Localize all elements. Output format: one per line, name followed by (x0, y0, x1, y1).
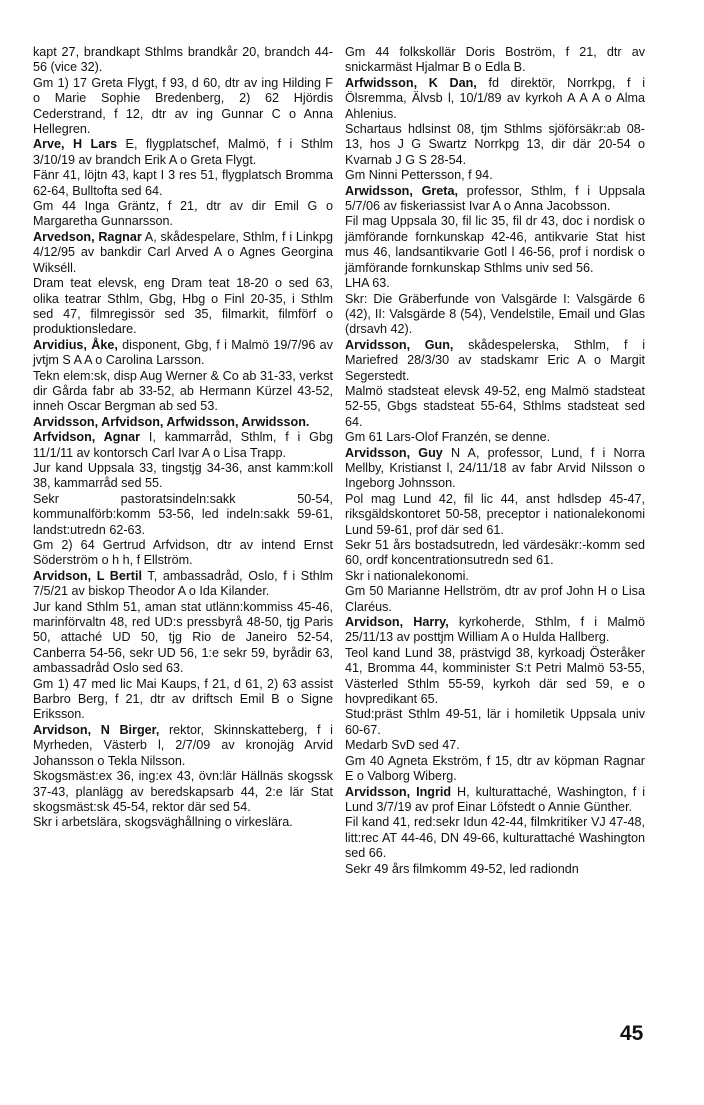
entry-paragraph (345, 168, 645, 183)
entry-paragraph (33, 338, 333, 369)
page-number: 45 (620, 1022, 644, 1045)
entry-text: Pol mag Lund 42, fil lic 44, anst hdlsdep 45-47, riksgäldskontoret 50-58, preceptor i nationalekonomi Lund 59-61, prof där sed 61. (345, 491, 645, 537)
entry-paragraph (345, 785, 645, 816)
entry-paragraph (33, 769, 333, 815)
entry-paragraph (345, 815, 645, 861)
entry-paragraph (33, 276, 333, 338)
entry-text: Teol kand Lund 38, prästvigd 38, kyrkoadj Österåker 41, Bromma 44, komminister S:t Petri Malmö 53-55, Västerled Sthlm 55-59, kyrkoh där sed 59, e o hovpredikant 65. (345, 645, 645, 707)
entry-text: Skr i arbetslära, skogsväghållning o virkeslära. (33, 815, 293, 830)
left-column (33, 45, 333, 831)
entry-paragraph (345, 584, 645, 615)
entry-paragraph (33, 677, 333, 723)
entry-paragraph (345, 276, 645, 291)
entry-head: Arvidsson, Guy (345, 445, 443, 460)
entry-text: kapt 27, brandkapt Sthlms brandkår 20, brandch 44-56 (vice 32). (33, 45, 333, 75)
entry-text: Gm 1) 17 Greta Flygt, f 93, d 60, dtr av ing Hilding F o Marie Sophie Bredenberg, 2) 62 Hjördis Cederstrand, f 12, dtr av ing Gunnar C o Anna Hellegren. (33, 75, 333, 137)
entry-paragraph (33, 230, 333, 276)
entry-paragraph (33, 600, 333, 677)
entry-paragraph (345, 384, 645, 430)
entry-text: N A, professor, Lund, f i Norra Mellby, Kristianst l, 24/11/18 av fabr Arvid Nilsson o Ingeborg Johnsson. (345, 445, 645, 491)
entry-head: Arvidson, N Birger, (33, 722, 160, 737)
entry-paragraph (345, 569, 645, 584)
entry-paragraph (345, 707, 645, 738)
entry-text: skådespelerska, Sthlm, f i Mariefred 28/3/30 av stadskamr Eric A o Margit Segerstedt. (345, 337, 645, 383)
entry-paragraph (345, 430, 645, 445)
entry-text: fd direktör, Norrkpg, f i Ölsremma, Älvsb l, 10/1/89 av kyrkoh A A A o Alma Ahlenius. (345, 75, 646, 121)
entry-text: Schartaus hdlsinst 08, tjm Sthlms sjöförsäkr:ab 08-13, hos J G Swartz Norrkpg 13, dir där 20-54 o Kvarnab J G S 28-54. (345, 122, 645, 167)
entry-text: Dram teat elevsk, eng Dram teat 18-20 o sed 63, olika teatrar Sthlm, Gbg, Hbg o Finl 20-35, i Sthlm sed 47, filmregissör sed 35, filmarkit, filmförf o produktionsledare. (33, 276, 333, 337)
entry-head: Arfwidsson, K Dan, (345, 75, 477, 90)
entry-text: Gm Ninni Pettersson, f 94. (345, 168, 493, 183)
entry-text: kyrkoherde, Sthlm, f i Malmö 25/11/13 av posttjm William A o Hulda Hallberg. (345, 615, 645, 645)
entry-head: Arvidson, L Bertil (33, 568, 142, 583)
entry-text: T, ambassadråd, Oslo, f i Sthlm 7/5/21 av biskop Theodor A o Ida Kilander. (33, 568, 333, 599)
entry-text: LHA 63. (345, 276, 390, 291)
entry-text: Gm 44 folkskollär Doris Boström, f 21, dtr av snickarmäst Hjalmar B o Edla B. (345, 45, 645, 75)
entry-paragraph (33, 492, 333, 538)
entry-text: Gm 61 Lars-Olof Franzén, se denne. (345, 430, 551, 445)
entry-text: E, flygplatschef, Malmö, f i Sthlm 3/10/19 av brandch Erik A o Greta Flygt. (33, 137, 333, 167)
entry-text: disponent, Gbg, f i Malmö 19/7/96 av jvtjm S A A o Carolina Larsson. (33, 337, 333, 368)
entry-paragraph (345, 446, 645, 492)
entry-text: Sekr 51 års bostadsutredn, led värdesäkr:-komm sed 60, ordf koncentrationsutredn sed 61. (345, 538, 645, 568)
entry-text: Fil mag Uppsala 30, fil lic 35, fil dr 43, doc i nordisk o jämförande fornkunskap 42-46, antikvarie Stat hist mus 46, landsantikvarie Gotl l 46-56, prof i nordisk o jämförande fornkunskap Sthlms univ sed 56. (345, 214, 645, 275)
entry-text: Skr i nationalekonomi. (345, 568, 469, 583)
entry-text: professor, Sthlm, f i Uppsala 5/7/06 av fiskeriassist Ivar A o Anna Jacobsson. (345, 183, 645, 214)
entry-paragraph (345, 292, 645, 338)
entry-paragraph (345, 76, 645, 122)
entry-text: Sekr pastoratsindeln:sakk 50-54, kommunalförb:komm 53-56, led indeln:sakk 59-61, landst:utredn 62-63. (33, 491, 333, 537)
entry-head: Arvidsson, Ingrid (345, 784, 452, 799)
entry-paragraph (345, 122, 645, 168)
entry-paragraph (345, 646, 645, 708)
entry-head: Arwidsson, Greta, (345, 183, 458, 198)
entry-paragraph (33, 538, 333, 569)
entry-paragraph (345, 214, 645, 276)
entry-text: Malmö stadsteat elevsk 49-52, eng Malmö stadsteat 52-55, Gbgs stadsteat 55-64, Sthlms stadsteat sed 64. (345, 383, 645, 429)
entry-paragraph (33, 199, 333, 230)
entry-text: Jur kand Uppsala 33, tingstjg 34-36, anst kamm:koll 38, kammarråd sed 55. (33, 460, 333, 491)
entry-text: Fänr 41, löjtn 43, kapt I 3 res 51, flygplatsch Bromma 62-64, Bulltofta sed 64. (33, 168, 333, 198)
entry-paragraph (345, 862, 645, 877)
entry-paragraph (345, 45, 645, 76)
entry-text: Gm 2) 64 Gertrud Arfvidson, dtr av intend Ernst Söderström o h h, f Ellström. (33, 538, 333, 568)
entry-text: Fil kand 41, red:sekr Idun 42-44, filmkritiker VJ 47-48, litt:rec AT 44-46, DN 49-66, kulturattaché Washington sed 66. (345, 815, 645, 861)
entry-text: Gm 1) 47 med lic Mai Kaups, f 21, d 61, 2) 63 assist Barbro Berg, f 21, dtr av driftsch Emil B o Signe Eriksson. (33, 676, 333, 722)
entry-paragraph (33, 461, 333, 492)
entry-text: Sekr 49 års filmkomm 49-52, led radiondn (345, 861, 579, 876)
entry-paragraph (33, 168, 333, 199)
entry-text: Stud:präst Sthlm 49-51, lär i homiletik Uppsala univ 60-67. (345, 707, 645, 737)
entry-head: Arvidson, Harry, (345, 615, 449, 630)
entry-paragraph (345, 615, 645, 646)
entry-paragraph (33, 45, 333, 76)
entry-text: Tekn elem:sk, disp Aug Werner & Co ab 31-33, verkst dir Gårda fabr ab 33-52, ab Hermann Kürzel 43-52, inneh Oscar Bergman ab sed 53. (33, 368, 333, 414)
entry-text: Gm 44 Inga Gräntz, f 21, dtr av dir Emil G o Margaretha Gunnarsson. (33, 199, 333, 229)
entry-paragraph (33, 430, 333, 461)
entry-paragraph (345, 538, 645, 569)
entry-text: H, kulturattaché, Washington, f i Lund 3/7/19 av prof Einar Löfstedt o Annie Günther. (345, 784, 645, 814)
entry-paragraph (33, 415, 333, 430)
entry-text: Gm 50 Marianne Hellström, dtr av prof John H o Lisa Claréus. (345, 584, 645, 614)
entry-text: Gm 40 Agneta Ekström, f 15, dtr av köpman Ragnar E o Valborg Wiberg. (345, 753, 645, 784)
entry-paragraph (345, 338, 645, 384)
entry-text: rektor, Skinnskatteberg, f i Myrheden, Västerb l, 2/7/09 av kronojäg Arvid Johansson o Tekla Nilsson. (33, 722, 333, 768)
entry-paragraph (33, 369, 333, 415)
entry-head: Arvedson, Ragnar (33, 229, 142, 244)
entry-paragraph (345, 754, 645, 785)
entry-paragraph (33, 137, 333, 168)
entry-paragraph (345, 184, 645, 215)
entry-text: Skr: Die Gräberfunde von Valsgärde I: Valsgärde 6 (42), II: Valsgärde 8 (54), Vendelstile, Email und Glas (drsavh 42). (345, 291, 645, 337)
entry-text: A, skådespelare, Sthlm, f i Linkpg 4/12/95 av bankdir Carl Arved A o Agnes Georgina Wikséll. (33, 229, 333, 275)
entry-head: Arvidsson, Gun, (345, 337, 454, 352)
entry-text: Jur kand Sthlm 51, aman stat utlänn:kommiss 45-46, marinförvaltn 48, red UD:s pressbyrå 48-50, tjg Paris 50, attaché UD 50, tjg Rio de Janeiro 52-54, Canberra 54-56, sekr UD 56, 1:e sekr 59, byrådir 63, ambassadråd Oslo sed 63. (33, 599, 333, 676)
entry-paragraph (33, 569, 333, 600)
entry-head: Arve, H Lars (33, 137, 118, 152)
entry-paragraph (345, 738, 645, 753)
entry-paragraph (33, 76, 333, 138)
entry-paragraph (33, 723, 333, 769)
entry-text: Skogsmäst:ex 36, ing:ex 43, övn:lär Hällnäs skogssk 37-43, planlägg av beredskapsarb 44, 2:e lär Stat skogsmäst:sk 45-54, rektor där sed 54. (33, 769, 333, 814)
entry-text: Medarb SvD sed 47. (345, 738, 460, 753)
right-column (345, 45, 645, 877)
entry-head: Arvidsson, Arfvidson, Arfwidsson, Arwidsson. (33, 414, 310, 429)
entry-head: Arfvidson, Agnar (33, 430, 141, 445)
entry-head: Arvidius, Åke, (33, 337, 118, 352)
entry-paragraph (345, 492, 645, 538)
entry-paragraph (33, 815, 333, 830)
entry-text: I, kammarråd, Sthlm, f i Gbg 11/1/11 av kontorsch Carl Ivar A o Lisa Trapp. (33, 430, 333, 460)
